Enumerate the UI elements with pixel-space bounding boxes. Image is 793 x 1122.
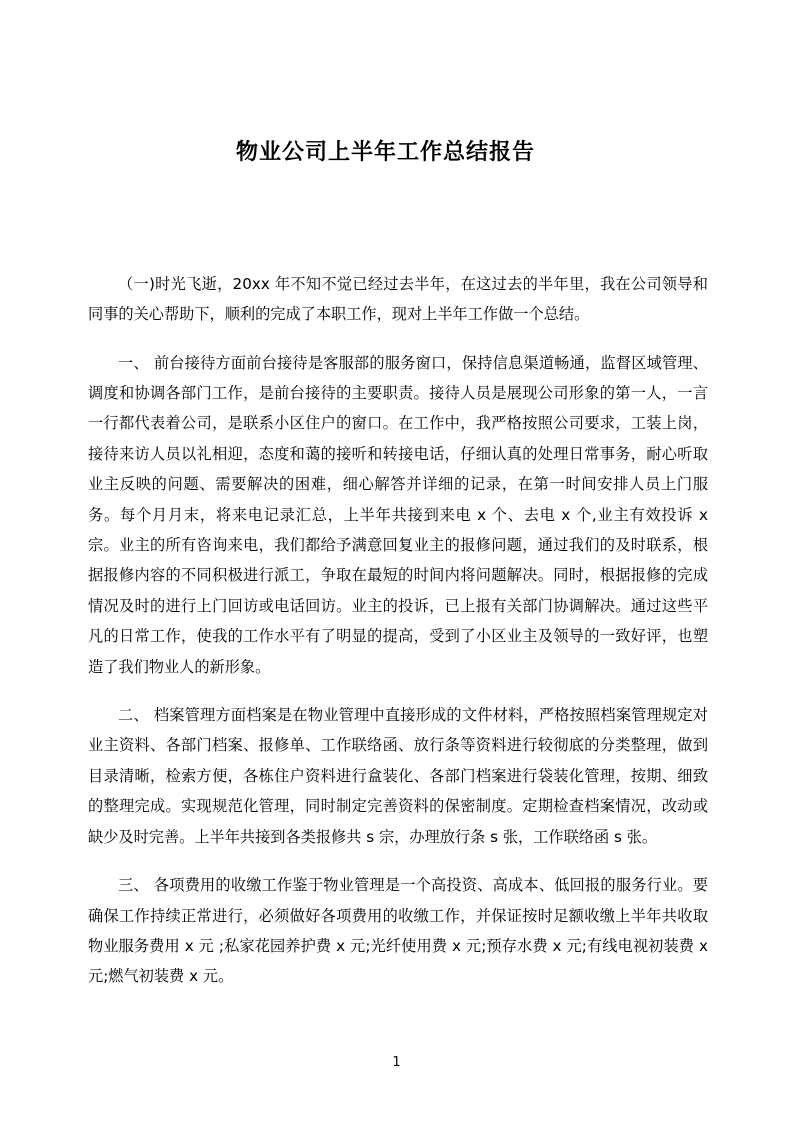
paragraph-intro: （一)时光飞逝，20xx 年不知不觉已经过去半年，在这过去的半年里，我在公司领导和同事的关心帮助下，顺利的完成了本职工作，现对上半年工作做一个总结。 [88,274,708,324]
paragraph-section-two: 二、 档案管理方面档案是在物业管理中直接形成的文件材料，严格按照档案管理规定对业主资料、各部门档案、报修单、工作联络函、放行条等资料进行较彻底的分类整理，做到目录清晰，检索方便，各栋住户资料进行盒装化、各部门档案进行袋装化管理，按期、细致的整理完成。实现规范化管理，同时制定完善资料的保密制度。定期检查档案情况，改动或缺少及时完善。上半年共接到各类报修共 s 宗，办理放行条 s 张，工作联络函 s 张。 [88,706,708,846]
document-body [88,0,708,992]
page-title: 物业公司上半年工作总结报告 [236,140,536,165]
paragraph-section-one: 一、 前台接待方面前台接待是客服部的服务窗口，保持信息渠道畅通，监督区域管理、调度和协调各部门工作，是前台接待的主要职责。接待人员是展现公司形象的第一人，一言一行都代表着公司，是联系小区住户的窗口。在工作中，我严格按照公司要求，工装上岗，接待来访人员以礼相迎，态度和蔼的接听和转接电话，仔细认真的处理日常事务，耐心听取业主反映的问题、需要解决的困难，细心解答并详细的记录，在第一时间安排人员上门服务。每个月月末，将来电记录汇总，上半年共接到来电 x 个、去电 x 个,业主有效投诉 x 宗。业主的所有咨询来电，我们都给予满意回复业主的报修问题，通过我们的及时联系，根据报修内容的不同积极进行派工，争取在最短的时间内将问题解决。同时，根据报修的完成情况及时的进行上门回访或电话回访。业主的投诉，已上报有关部门协调解决。通过这些平凡的日常工作，使我的工作水平有了明显的提高，受到了小区业主及领导的一致好评，也塑造了我们物业人的新形象。 [88,353,708,676]
paragraph-section-three: 三、 各项费用的收缴工作鉴于物业管理是一个高投资、高成本、低回报的服务行业。要确保工作持续正常进行，必须做好各项费用的收缴工作，并保证按时足额收缴上半年共收取物业服务费用 x 元 ;私家花园养护费 x 元;光纤使用费 x 元;预存水费 x 元;有线电视初装费 x 元;燃气初装费 x 元。 [88,876,708,986]
page-number: 1 [392,1055,401,1070]
